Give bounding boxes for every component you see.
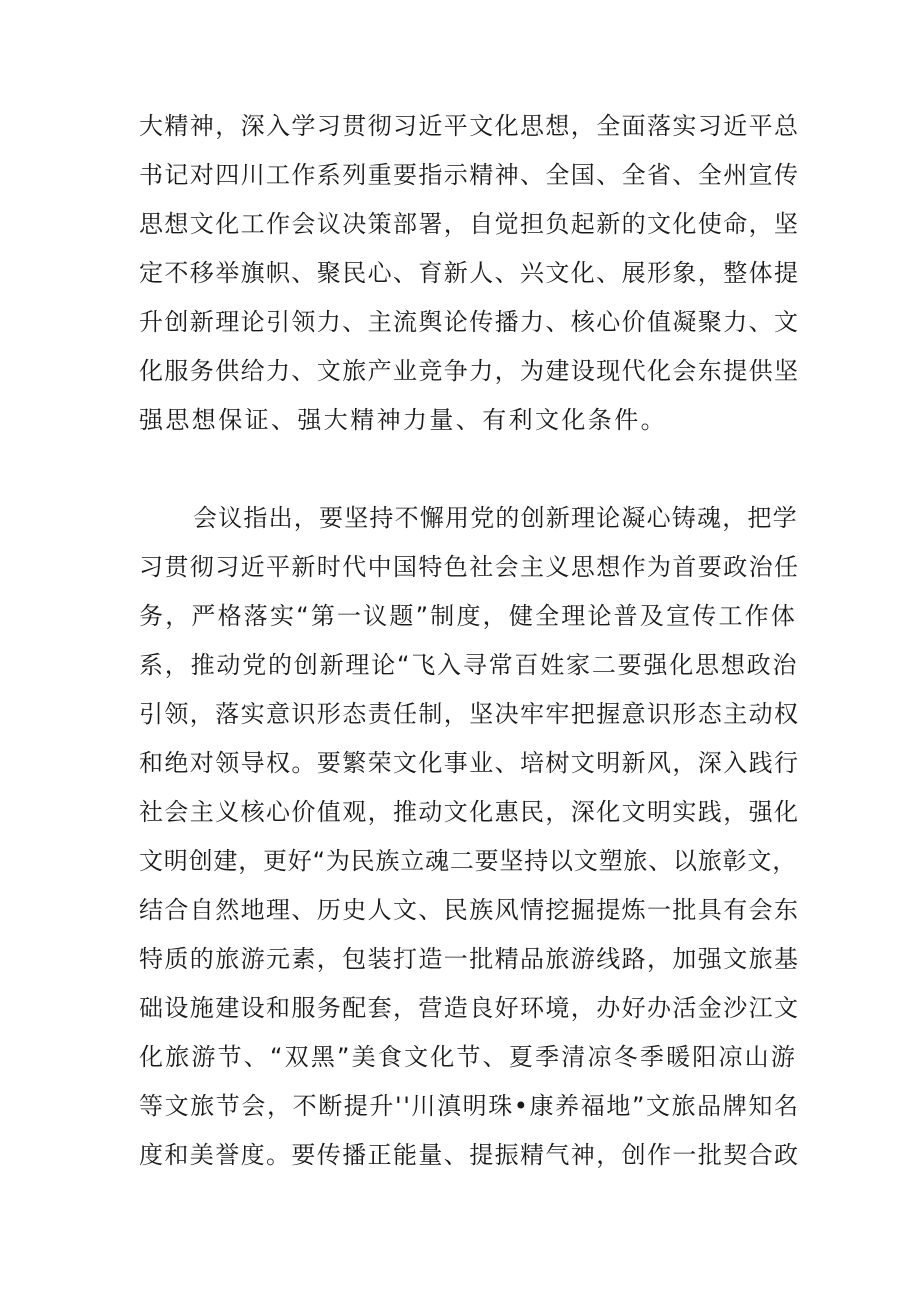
paragraph-2-line-8: 文明创建，更好“为民族立魂二要坚持以文塑旅、以旅彰文， (139, 847, 798, 875)
paragraph-2-line-3: 务，严格落实“第一议题”制度，健全理论普及宣传工作体 (139, 602, 798, 630)
paragraph-1-line-1: 大精神，深入学习贯彻习近平文化思想，全面落实习近平总 (139, 112, 800, 140)
paragraph-2-line-9: 结合自然地理、历史人文、民族风情挖掘提炼一批具有会东 (139, 896, 800, 924)
paragraph-1-line-5: 升创新理论引领力、主流舆论传播力、核心价值凝聚力、文 (139, 308, 800, 336)
paragraph-1-line-3: 思想文化工作会议决策部署，自觉担负起新的文化使命，坚 (139, 210, 800, 238)
paragraph-1-line-7: 强思想保证、强大精神力量、有利文化条件。 (139, 406, 667, 434)
paragraph-2-line-12: 化旅游节、“双黑”美食文化节、夏季清凉冬季暖阳凉山游 (139, 1043, 798, 1071)
paragraph-2-line-14: 度和美誉度。要传播正能量、提振精气神，创作一批契合政 (139, 1141, 800, 1169)
paragraph-2-line-10: 特质的旅游元素，包装打造一批精品旅游线路，加强文旅基 (139, 945, 800, 973)
paragraph-1-line-6: 化服务供给力、文旅产业竞争力，为建设现代化会东提供坚 (139, 357, 800, 385)
paragraph-1-line-4: 定不移举旗帜、聚民心、育新人、兴文化、展形象，整体提 (139, 259, 800, 287)
paragraph-2-line-7: 社会主义核心价值观，推动文化惠民，深化文明实践，强化 (139, 798, 800, 826)
paragraph-2-line-11: 础设施建设和服务配套，营造良好环境，办好办活金沙江文 (139, 994, 800, 1022)
paragraph-1-line-2: 书记对四川工作系列重要指示精神、全国、全省、全州宣传 (139, 161, 800, 189)
paragraph-2-line-2: 习贯彻习近平新时代中国特色社会主义思想作为首要政治任 (139, 553, 800, 581)
paragraph-2-line-13: 等文旅节会，不断提升''川滇明珠•康养福地”文旅品牌知名 (139, 1092, 800, 1120)
paragraph-2-line-1: 会议指出，要坚持不懈用党的创新理论凝心铸魂，把学 (193, 504, 798, 532)
paragraph-2-line-5: 引领，落实意识形态责任制，坚决牢牢把握意识形态主动权 (139, 700, 800, 728)
paragraph-2-line-4: 系，推动党的创新理论“飞入寻常百姓家二要强化思想政治 (139, 651, 799, 679)
paragraph-2-line-6: 和绝对领导权。要繁荣文化事业、培树文明新风，深入践行 (139, 749, 800, 777)
